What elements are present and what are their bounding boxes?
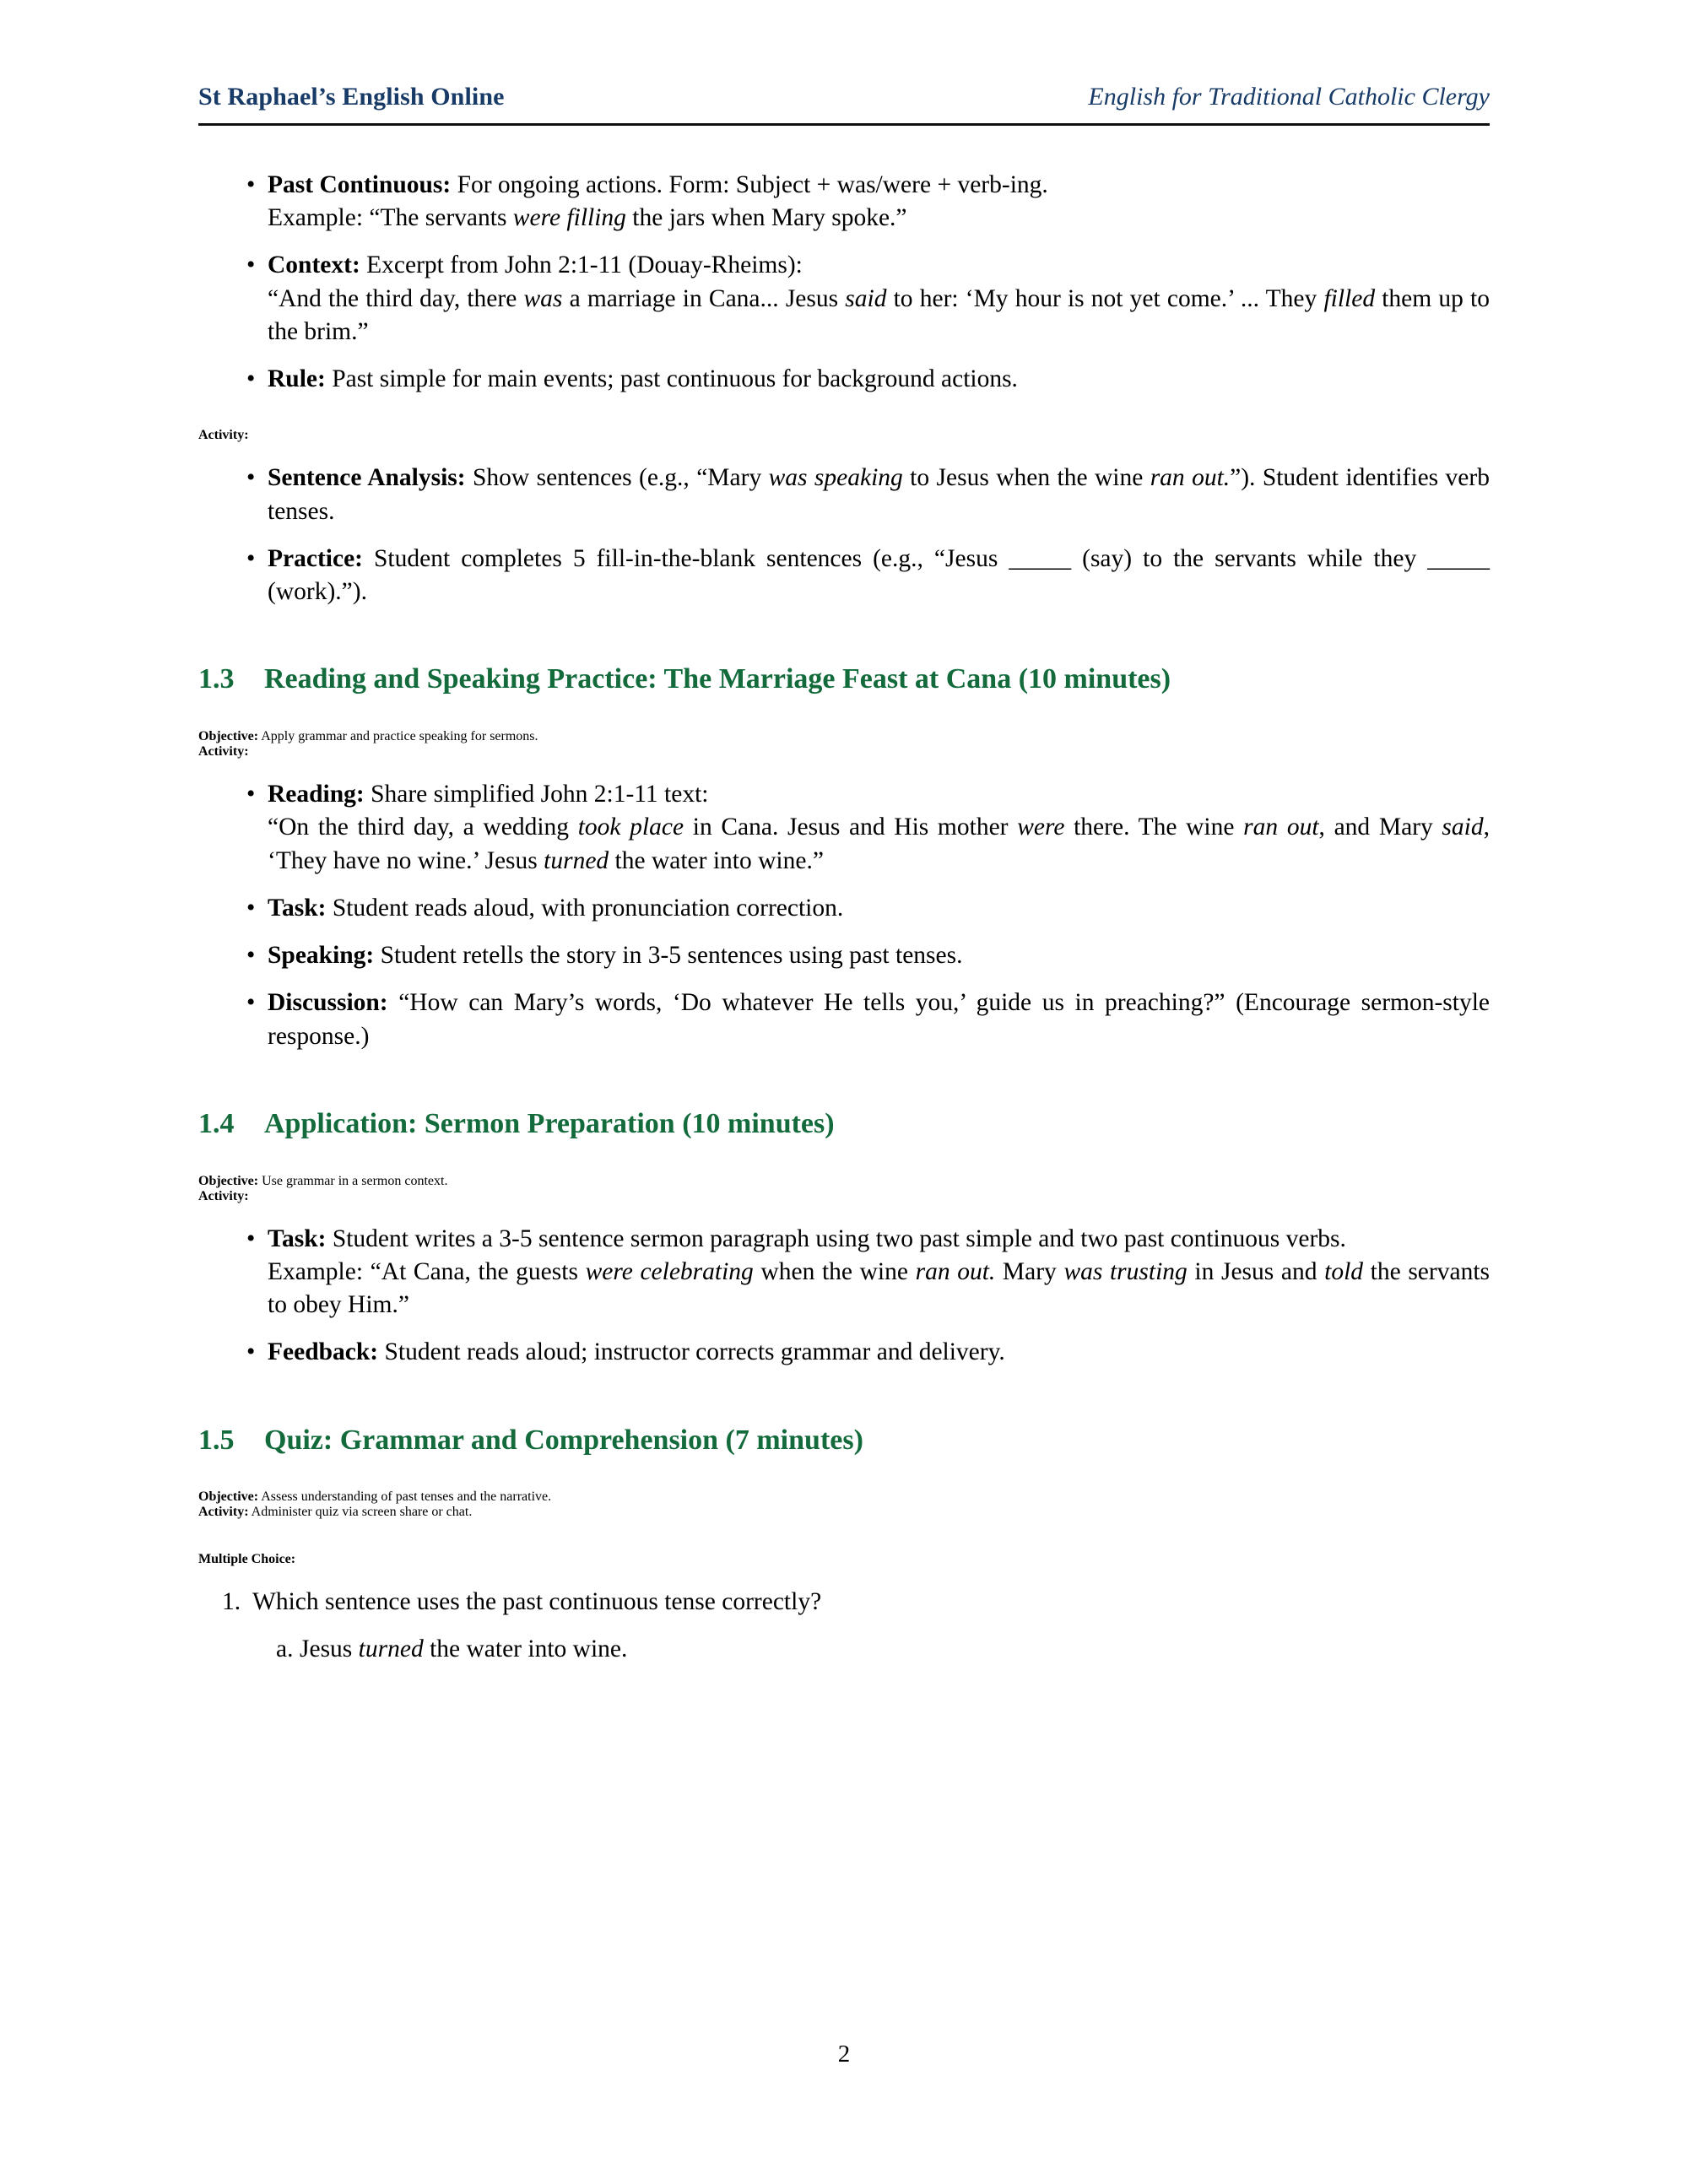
bullet-lead-label: Context: xyxy=(268,251,360,279)
section-title: Reading and Speaking Practice: The Marriage Feast at Cana (10 minutes) xyxy=(264,663,1171,695)
bullet-text: Student completes 5 fill-in-the-blank sentences (e.g., “Jesus xyxy=(363,544,1009,572)
section-title: Application: Sermon Preparation (10 minutes) xyxy=(264,1107,835,1139)
activity-label: Activity: xyxy=(198,1505,249,1520)
objective-text: Apply grammar and practice speaking for sermons. xyxy=(258,729,538,744)
bullet-text: Excerpt from John 2:1-11 (Douay-Rheims): xyxy=(360,251,803,279)
section-heading-1-3 xyxy=(198,662,1490,697)
activity-text: Administer quiz via screen share or chat. xyxy=(248,1505,473,1520)
option-part: Jesus xyxy=(300,1635,359,1662)
quote-italic-verb: turned xyxy=(544,846,609,874)
objective-line-1-5 xyxy=(198,1489,1490,1505)
bullet-lead-label: Discussion: xyxy=(268,989,388,1017)
scripture-quote xyxy=(268,283,1490,349)
quote-italic-verb: filled xyxy=(1323,284,1376,312)
quote-part: , and Mary xyxy=(1318,814,1442,841)
italic-verb: ran out. xyxy=(1150,464,1231,492)
quiz-option-list xyxy=(252,1633,1490,1666)
bullet-lead-label: Reading: xyxy=(268,781,365,808)
objective-text: Assess understanding of past tenses and the narrative. xyxy=(258,1489,552,1505)
activity-line-1-5 xyxy=(198,1505,1490,1520)
quote-part: , ‘They have no wine.’ Jesus xyxy=(268,814,1490,874)
activity-label-1-4: Activity: xyxy=(198,1188,249,1203)
bullet-text: Student writes a 3-5 sentence sermon paragraph using two past simple and two past continuous verbs. xyxy=(326,1224,1346,1252)
quiz-question-list xyxy=(198,1586,1490,1665)
section-number: 1.4 xyxy=(198,1107,235,1139)
bullet-discussion xyxy=(198,987,1490,1052)
quiz-question xyxy=(198,1586,1490,1665)
bullet-text: Student reads aloud; instructor corrects grammar and delivery. xyxy=(378,1338,1005,1366)
document-body xyxy=(198,169,1490,1679)
example-part: in Jesus and xyxy=(1187,1257,1325,1285)
bullet-text: Past simple for main events; past continuous for background actions. xyxy=(325,365,1018,393)
running-header-right: English for Traditional Catholic Clergy xyxy=(1088,83,1490,111)
bullet-speaking xyxy=(198,939,1490,972)
example-italic-verb: was trusting xyxy=(1063,1257,1188,1285)
bullet-text: to Jesus when the wine xyxy=(902,464,1150,492)
bullet-rule xyxy=(198,363,1490,396)
page-number: 2 xyxy=(837,2041,851,2068)
top-bullet-list xyxy=(198,169,1490,396)
example-part: Example: “At Cana, the guests xyxy=(268,1257,586,1285)
bullet-lead-label: Past Continuous: xyxy=(268,171,452,198)
section-heading-1-5 xyxy=(198,1424,1490,1458)
bullet-text: Share simplified John 2:1-11 text: xyxy=(364,781,709,808)
option-part: the water into wine. xyxy=(423,1635,628,1662)
section-number: 1.3 xyxy=(198,663,235,695)
example-part: Mary xyxy=(995,1257,1064,1285)
running-header-left: St Raphael’s English Online xyxy=(198,83,505,111)
quiz-question-text: Which sentence uses the past continuous tense correctly? xyxy=(252,1588,822,1616)
bullet-lead-label: Task: xyxy=(268,894,327,922)
example-italic-verb: ran out. xyxy=(915,1257,996,1285)
quote-part: to her: ‘My hour is not yet come.’ ... They xyxy=(886,284,1324,312)
quiz-option xyxy=(252,1633,1490,1666)
multiple-choice-label: Multiple Choice: xyxy=(198,1552,296,1567)
objective-label: Objective: xyxy=(198,1173,259,1188)
quote-part: “On the third day, a wedding xyxy=(268,814,578,841)
example-italic-verb: told xyxy=(1324,1257,1364,1285)
example-tail: the jars when Mary spoke.” xyxy=(625,204,907,232)
activity-label-1-3: Activity: xyxy=(198,744,249,760)
quote-italic-verb: was xyxy=(523,284,563,312)
bullet-text: Student retells the story in 3-5 sentences using past tenses. xyxy=(374,942,963,970)
quote-part: them up to the brim.” xyxy=(268,284,1490,345)
bullet-lead-label: Practice: xyxy=(268,544,363,572)
activity-bullet-list-13 xyxy=(198,778,1490,1053)
simplified-scripture-quote xyxy=(268,811,1490,877)
objective-line-1-4 xyxy=(198,1174,1490,1189)
quote-italic-verb: ran out xyxy=(1243,814,1319,841)
option-italic-verb: turned xyxy=(358,1635,424,1662)
example-label: Example: “The servants xyxy=(268,204,513,232)
example-part: when the wine xyxy=(753,1257,916,1285)
bullet-lead-label: Feedback: xyxy=(268,1338,379,1366)
objective-line-1-3 xyxy=(198,729,1490,744)
quote-part: there. The wine xyxy=(1064,814,1244,841)
quote-italic-verb: took place xyxy=(577,814,684,841)
bullet-example-line xyxy=(268,202,1490,235)
quote-part: the water into wine.” xyxy=(609,846,824,874)
bullet-text: (say) to the servants while they xyxy=(1071,544,1428,572)
activity-label-top: Activity: xyxy=(198,428,249,443)
activity-bullet-list-12 xyxy=(198,462,1490,608)
bullet-text: “How can Mary’s words, ‘Do whatever He tells you,’ guide us in preaching?” (Encourage sermon-style response.) xyxy=(268,989,1490,1050)
bullet-lead-label: Rule: xyxy=(268,365,326,393)
bullet-lead-label: Task: xyxy=(268,1224,327,1252)
section-number: 1.5 xyxy=(198,1424,235,1456)
bullet-context xyxy=(198,249,1490,349)
bullet-past-continuous xyxy=(198,169,1490,235)
bullet-text: For ongoing actions. Form: Subject + was/were + verb-ing. xyxy=(451,171,1048,198)
quote-part: “And the third day, there xyxy=(268,284,524,312)
bullet-lead-label: Sentence Analysis: xyxy=(268,464,466,492)
bullet-task xyxy=(198,1223,1490,1322)
italic-verb: was speaking xyxy=(768,464,903,492)
bullet-lead-label: Speaking: xyxy=(268,942,375,970)
objective-text: Use grammar in a sermon context. xyxy=(258,1173,448,1188)
section-heading-1-4 xyxy=(198,1107,1490,1142)
bullet-text: (work).”). xyxy=(268,578,367,606)
quote-part: in Cana. Jesus and His mother xyxy=(684,814,1018,841)
objective-label: Objective: xyxy=(198,1489,259,1505)
quote-italic-verb: said xyxy=(1442,814,1484,841)
bullet-task xyxy=(198,892,1490,925)
bullet-text: Student reads aloud, with pronunciation correction. xyxy=(326,894,844,922)
activity-bullet-list-14 xyxy=(198,1223,1490,1370)
bullet-reading xyxy=(198,778,1490,878)
bullet-practice xyxy=(198,543,1490,608)
bullet-sentence-analysis xyxy=(198,462,1490,527)
fill-in-blank-2: _____ xyxy=(1427,544,1491,572)
fill-in-blank-1: _____ xyxy=(1009,544,1072,572)
section-title: Quiz: Grammar and Comprehension (7 minutes) xyxy=(264,1424,863,1456)
example-part: the servants to obey Him.” xyxy=(268,1257,1490,1319)
example-italic-verb: were celebrating xyxy=(585,1257,754,1285)
bullet-text: ”). Student identifies verb tenses. xyxy=(268,464,1490,525)
quote-italic-verb: said xyxy=(845,284,887,312)
quote-italic-verb: were xyxy=(1017,814,1065,841)
running-header xyxy=(198,83,1490,126)
bullet-feedback xyxy=(198,1336,1490,1369)
bullet-text: Show sentences (e.g., “Mary xyxy=(465,464,769,492)
quote-part: a marriage in Cana... Jesus xyxy=(562,284,846,312)
example-italic-verb: were filling xyxy=(512,204,626,232)
sermon-example-line xyxy=(268,1256,1490,1322)
objective-label: Objective: xyxy=(198,729,259,744)
